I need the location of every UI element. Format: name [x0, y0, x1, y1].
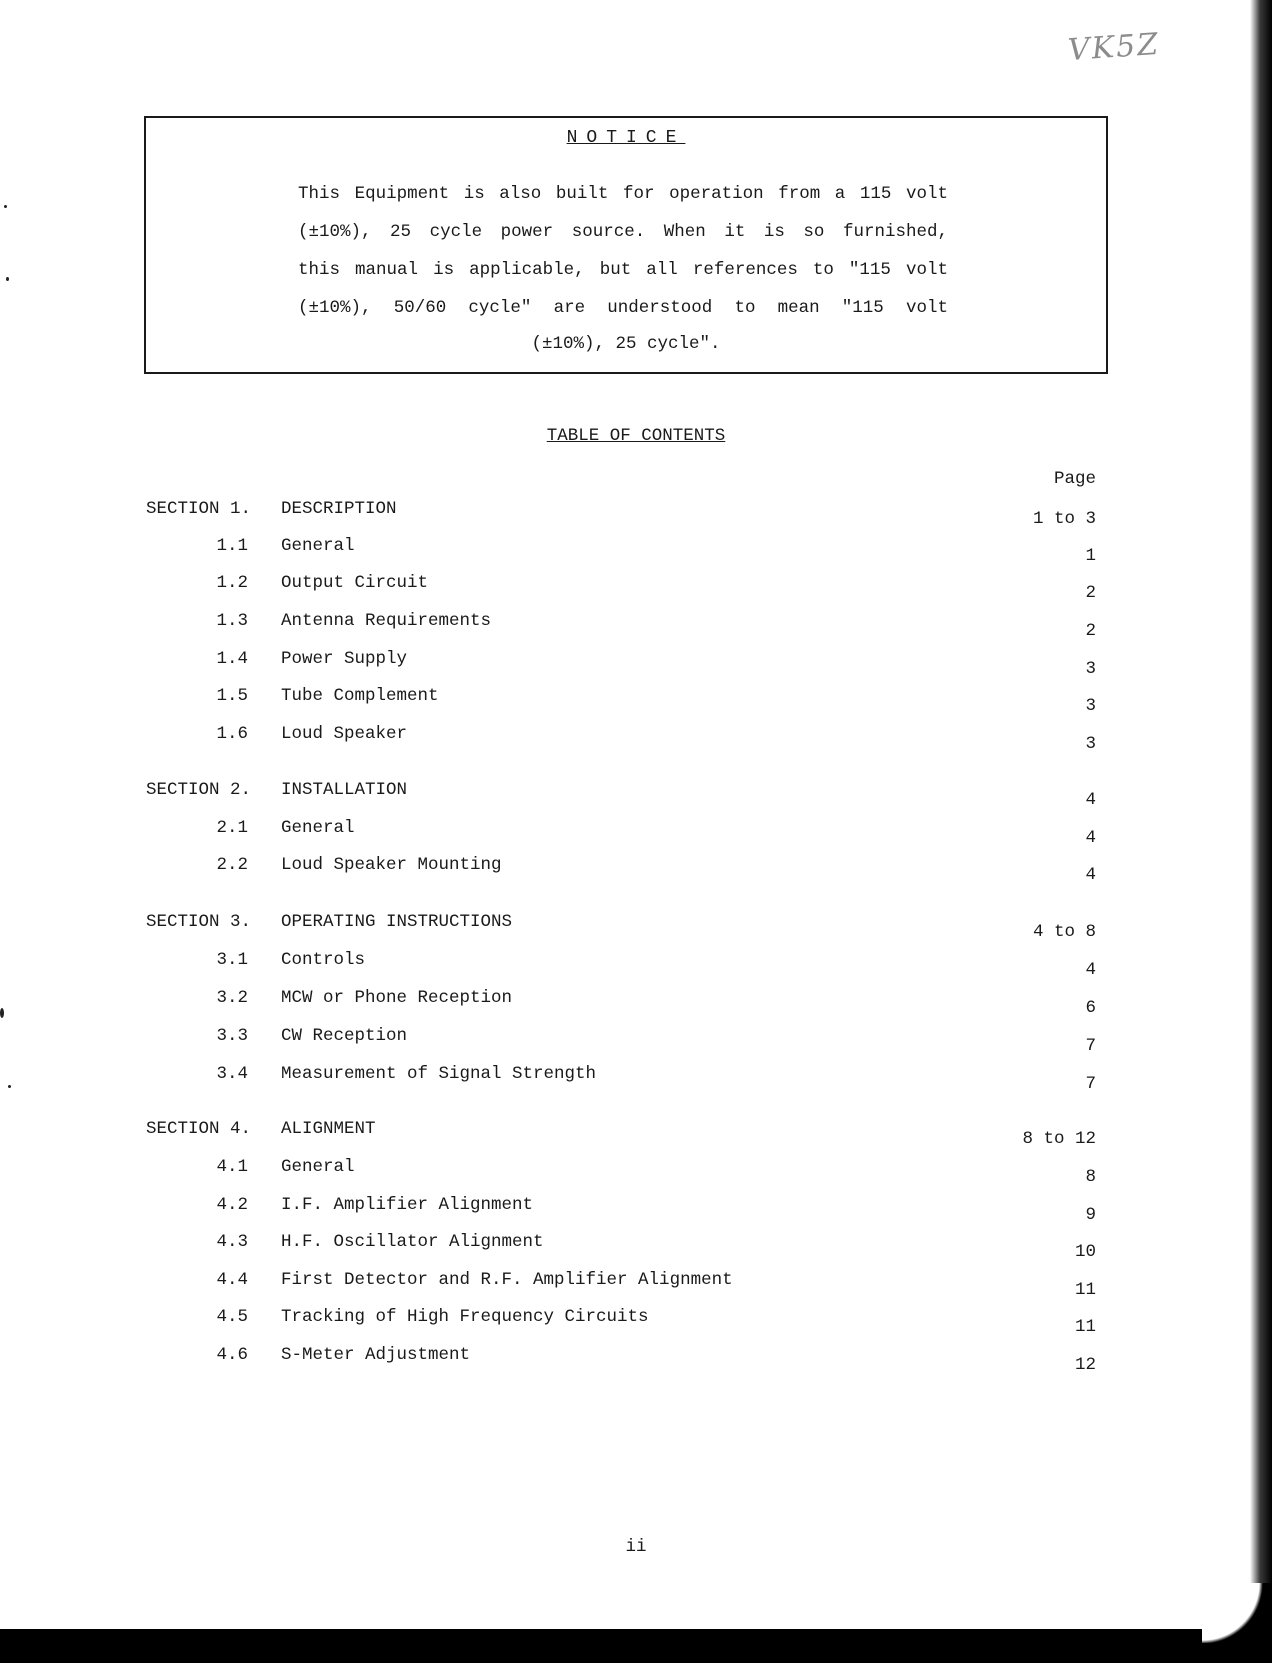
- toc-entry-title: Loud Speaker: [281, 724, 408, 744]
- toc-subsection-row: [0, 573, 1272, 603]
- toc-entry-number: 4.6: [216, 1345, 248, 1365]
- toc-subsection-row: [0, 950, 1272, 980]
- toc-entry-page: 2: [1085, 621, 1096, 641]
- toc-entry-page: 10: [1074, 1242, 1096, 1262]
- toc-entry-page: 9: [1085, 1205, 1096, 1225]
- toc-entry-page: 4: [1085, 790, 1096, 810]
- toc-entry-number: 4.1: [216, 1157, 248, 1177]
- toc-entry-page: 2: [1085, 583, 1096, 603]
- toc-entry-number: 3.2: [216, 988, 248, 1008]
- toc-entry-page: 1: [1085, 546, 1096, 566]
- toc-subsection-row: [0, 1307, 1272, 1337]
- toc-entry-title: Loud Speaker Mounting: [281, 855, 502, 875]
- toc-entry-title: Controls: [281, 950, 366, 970]
- toc-entry-title: MCW or Phone Reception: [281, 988, 513, 1008]
- toc-entry-number: 4.2: [216, 1195, 248, 1215]
- notice-line: (±10%), 25 cycle power source. When it is so furnished,: [298, 222, 948, 242]
- toc-entry-title: Tracking of High Frequency Circuits: [281, 1307, 649, 1327]
- toc-entry-title: General: [281, 536, 355, 556]
- toc-entry-title: S-Meter Adjustment: [281, 1345, 471, 1365]
- toc-entry-page: 4: [1085, 960, 1096, 980]
- toc-subsection-row: [0, 649, 1272, 679]
- toc-entry-title: Output Circuit: [281, 573, 429, 593]
- toc-entry-page: 1 to 3: [1032, 509, 1096, 529]
- toc-subsection-row: [0, 1195, 1272, 1225]
- toc-entry-number: 1.4: [216, 649, 248, 669]
- notice-line: (±10%), 50/60 cycle" are understood to mean "115 volt: [298, 298, 948, 318]
- toc-entry-title: DESCRIPTION: [281, 499, 397, 519]
- toc-title: TABLE OF CONTENTS: [546, 426, 726, 446]
- toc-subsection-row: [0, 818, 1272, 848]
- toc-entry-title: OPERATING INSTRUCTIONS: [281, 912, 513, 932]
- toc-entry-number: 1.6: [216, 724, 248, 744]
- page-number: ii: [625, 1537, 647, 1557]
- toc-entry-page: 11: [1074, 1280, 1096, 1300]
- toc-entry-number: SECTION 3.: [146, 912, 252, 932]
- toc-subsection-row: [0, 988, 1272, 1018]
- toc-entry-number: 1.1: [216, 536, 248, 556]
- toc-entry-number: 4.3: [216, 1232, 248, 1252]
- toc-entry-number: 3.3: [216, 1026, 248, 1046]
- toc-entry-title: I.F. Amplifier Alignment: [281, 1195, 534, 1215]
- toc-entry-page: 8 to 12: [1022, 1129, 1096, 1149]
- toc-subsection-row: [0, 1270, 1272, 1300]
- toc-entry-page: 7: [1085, 1036, 1096, 1056]
- toc-entry-title: General: [281, 1157, 355, 1177]
- toc-entry-page: 3: [1085, 659, 1096, 679]
- toc-entry-page: 4: [1085, 865, 1096, 885]
- toc-entry-page: 4: [1085, 828, 1096, 848]
- toc-entry-page: 3: [1085, 734, 1096, 754]
- toc-entry-title: ALIGNMENT: [281, 1119, 376, 1139]
- toc-entry-title: Tube Complement: [281, 686, 439, 706]
- toc-subsection-row: [0, 611, 1272, 641]
- toc-entry-number: 1.3: [216, 611, 248, 631]
- notice-line: this manual is applicable, but all references to "115 volt: [298, 260, 948, 280]
- toc-entry-number: SECTION 4.: [146, 1119, 252, 1139]
- toc-entry-number: 2.1: [216, 818, 248, 838]
- toc-entry-page: 12: [1074, 1355, 1096, 1375]
- toc-subsection-row: [0, 724, 1272, 754]
- toc-entry-number: SECTION 1.: [146, 499, 252, 519]
- toc-entry-title: H.F. Oscillator Alignment: [281, 1232, 544, 1252]
- toc-entry-title: First Detector and R.F. Amplifier Alignment: [281, 1270, 733, 1290]
- toc-subsection-row: [0, 855, 1272, 885]
- scan-edge-bottom: [0, 1629, 1272, 1663]
- toc-entry-number: SECTION 2.: [146, 780, 252, 800]
- toc-entry-number: 4.5: [216, 1307, 248, 1327]
- toc-subsection-row: [0, 1157, 1272, 1187]
- toc-entry-title: Measurement of Signal Strength: [281, 1064, 597, 1084]
- toc-page-header: Page: [1053, 469, 1096, 489]
- toc-subsection-row: [0, 536, 1272, 566]
- toc-entry-title: CW Reception: [281, 1026, 408, 1046]
- toc-entry-number: 1.2: [216, 573, 248, 593]
- toc-entry-title: Antenna Requirements: [281, 611, 492, 631]
- toc-subsection-row: [0, 1345, 1272, 1375]
- toc-entry-page: 7: [1085, 1074, 1096, 1094]
- notice-line: (±10%), 25 cycle".: [531, 334, 721, 354]
- scan-speck: [4, 205, 7, 208]
- notice-line: This Equipment is also built for operation from a 115 volt: [298, 184, 948, 204]
- toc-entry-page: 6: [1085, 998, 1096, 1018]
- toc-entry-number: 1.5: [216, 686, 248, 706]
- toc-section-row: [0, 912, 1272, 942]
- toc-section-row: [0, 1119, 1272, 1149]
- toc-subsection-row: [0, 1064, 1272, 1094]
- toc-entry-number: 4.4: [216, 1270, 248, 1290]
- toc-entry-title: General: [281, 818, 355, 838]
- toc-section-row: [0, 499, 1272, 529]
- toc-entry-page: 8: [1085, 1167, 1096, 1187]
- toc-subsection-row: [0, 686, 1272, 716]
- toc-entry-number: 3.4: [216, 1064, 248, 1084]
- scan-speck: [6, 277, 9, 281]
- toc-subsection-row: [0, 1026, 1272, 1056]
- toc-entry-page: 3: [1085, 696, 1096, 716]
- handwritten-mark: VK5Z: [1066, 26, 1162, 69]
- toc-entry-title: INSTALLATION: [281, 780, 408, 800]
- toc-entry-number: 3.1: [216, 950, 248, 970]
- notice-title: NOTICE: [566, 128, 686, 148]
- toc-section-row: [0, 780, 1272, 810]
- toc-subsection-row: [0, 1232, 1272, 1262]
- toc-entry-page: 4 to 8: [1032, 922, 1096, 942]
- toc-entry-title: Power Supply: [281, 649, 408, 669]
- toc-entry-page: 11: [1074, 1317, 1096, 1337]
- toc-entry-number: 2.2: [216, 855, 248, 875]
- notice-box: [144, 116, 1108, 374]
- scan-corner: [1202, 1583, 1272, 1643]
